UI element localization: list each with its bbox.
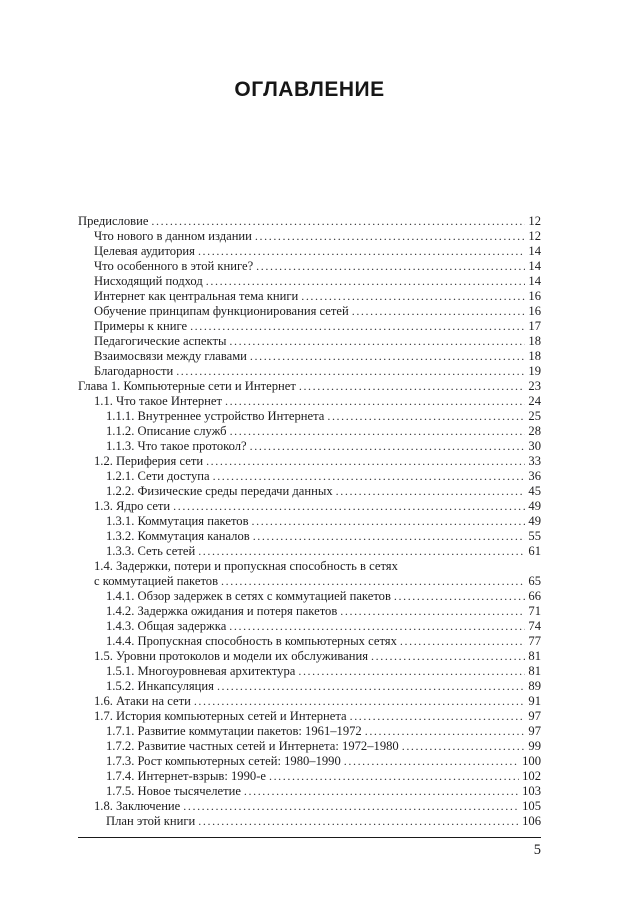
toc-entry — [78, 349, 541, 364]
toc-entry-page: 49 — [528, 499, 541, 513]
toc-entry — [78, 619, 541, 634]
toc-entry — [78, 319, 541, 334]
toc-entry-page: 14 — [528, 274, 541, 288]
toc-entry-label: 1.7. История компьютерных сетей и Интернета — [94, 709, 347, 723]
toc-entry-page: 33 — [528, 454, 541, 468]
toc-entry-page: 81 — [528, 649, 541, 663]
toc-leader-dots — [394, 589, 526, 604]
toc-entry-page: 55 — [528, 529, 541, 543]
toc-entry-page: 23 — [528, 379, 541, 393]
toc-entry — [78, 559, 541, 574]
toc-leader-dots — [183, 799, 519, 814]
toc-entry — [78, 784, 541, 799]
toc-entry — [78, 529, 541, 544]
toc-entry-label: 1.7.5. Новое тысячелетие — [106, 784, 241, 798]
toc-entry-label: 1.4.1. Обзор задержек в сетях с коммутацией пакетов — [106, 589, 391, 603]
toc-entry-label: с коммутацией пакетов — [94, 574, 219, 588]
toc-entry-page: 89 — [528, 679, 541, 693]
toc-entry — [78, 514, 541, 529]
toc-entry-label: Целевая аудитория — [94, 244, 195, 258]
toc-entry — [78, 259, 541, 274]
toc-entry-label: План этой книги — [106, 814, 196, 828]
toc-entry — [78, 694, 541, 709]
toc-list — [78, 214, 541, 829]
toc-entry-label: Примеры к книге — [94, 319, 188, 333]
toc-entry — [78, 409, 541, 424]
toc-leader-dots — [327, 409, 525, 424]
toc-entry-label: 1.5.2. Инкапсуляция — [106, 679, 214, 693]
toc-entry-page: 28 — [528, 424, 541, 438]
footer-divider — [78, 837, 541, 838]
toc-entry-label: 1.2.2. Физические среды передачи данных — [106, 484, 333, 498]
toc-entry-label: 1.7.4. Интернет-взрыв: 1990-е — [106, 769, 266, 783]
toc-leader-dots — [336, 484, 526, 499]
toc-leader-dots — [230, 424, 526, 439]
toc-entry-label: 1.5.1. Многоуровневая архитектура — [106, 664, 296, 678]
toc-leader-dots — [365, 724, 526, 739]
toc-entry-page: 81 — [528, 664, 541, 678]
toc-entry-page: 99 — [528, 739, 541, 753]
toc-entry-page: 19 — [528, 364, 541, 378]
toc-entry — [78, 274, 541, 289]
toc-leader-dots — [256, 259, 525, 274]
toc-entry-label: 1.1. Что такое Интернет — [94, 394, 222, 408]
toc-entry-label: 1.4.3. Общая задержка — [106, 619, 227, 633]
toc-entry-label: 1.1.2. Описание служб — [106, 424, 227, 438]
toc-entry — [78, 634, 541, 649]
toc-entry — [78, 244, 541, 259]
toc-entry-page: 66 — [528, 589, 541, 603]
toc-entry-label: Обучение принципам функционирования сетей — [94, 304, 349, 318]
toc-entry — [78, 664, 541, 679]
toc-entry-label: 1.6. Атаки на сети — [94, 694, 191, 708]
toc-entry-page: 97 — [528, 724, 541, 738]
toc-entry-page: 18 — [528, 334, 541, 348]
toc-entry-page: 97 — [528, 709, 541, 723]
toc-entry — [78, 799, 541, 814]
toc-entry-label: 1.2. Периферия сети — [94, 454, 204, 468]
toc-leader-dots — [253, 529, 526, 544]
toc-leader-dots — [206, 454, 525, 469]
toc-leader-dots — [221, 574, 525, 589]
toc-leader-dots — [252, 514, 526, 529]
toc-entry — [78, 739, 541, 754]
toc-entry-page: 102 — [522, 769, 541, 783]
toc-entry-page: 30 — [528, 439, 541, 453]
toc-entry — [78, 724, 541, 739]
toc-leader-dots — [250, 439, 526, 454]
toc-entry-label: 1.8. Заключение — [94, 799, 181, 813]
toc-entry — [78, 754, 541, 769]
toc-entry — [78, 484, 541, 499]
toc-entry — [78, 304, 541, 319]
toc-entry-label: 1.2.1. Сети доступа — [106, 469, 210, 483]
toc-entry-label: 1.4. Задержки, потери и пропускная способность в сетях — [94, 559, 398, 573]
toc-entry-page: 24 — [528, 394, 541, 408]
toc-entry-page: 61 — [528, 544, 541, 558]
toc-entry-label: 1.3. Ядро сети — [94, 499, 171, 513]
toc-entry — [78, 709, 541, 724]
toc-entry-page: 74 — [528, 619, 541, 633]
toc-leader-dots — [402, 739, 526, 754]
toc-leader-dots — [229, 334, 525, 349]
toc-leader-dots — [225, 394, 525, 409]
toc-entry-label: Нисходящий подход — [94, 274, 203, 288]
toc-leader-dots — [301, 289, 525, 304]
toc-leader-dots — [198, 244, 525, 259]
toc-leader-dots — [255, 229, 525, 244]
toc-entry-label: 1.1.1. Внутреннее устройство Интернета — [106, 409, 325, 423]
toc-leader-dots — [298, 664, 525, 679]
toc-leader-dots — [250, 349, 526, 364]
toc-leader-dots — [206, 274, 526, 289]
toc-leader-dots — [229, 619, 525, 634]
toc-entry-label: 1.7.3. Рост компьютерных сетей: 1980–1990 — [106, 754, 341, 768]
toc-entry-label: Взаимосвязи между главами — [94, 349, 247, 363]
toc-entry-page: 18 — [528, 349, 541, 363]
toc-entry — [78, 289, 541, 304]
toc-entry-label: Предисловие — [78, 214, 149, 228]
toc-entry-label: 1.5. Уровни протоколов и модели их обслуживания — [94, 649, 369, 663]
toc-entry-page: 16 — [528, 289, 541, 303]
toc-entry-page: 25 — [528, 409, 541, 423]
page-title: ОГЛАВЛЕНИЕ — [234, 78, 385, 101]
toc-entry — [78, 679, 541, 694]
toc-leader-dots — [194, 694, 526, 709]
toc-leader-dots — [190, 319, 525, 334]
toc-entry-page: 100 — [522, 754, 541, 768]
toc-entry — [78, 229, 541, 244]
toc-entry-page: 12 — [528, 214, 541, 228]
toc-entry-label: 1.4.4. Пропускная способность в компьютерных сетях — [106, 634, 397, 648]
toc-entry — [78, 649, 541, 664]
toc-entry-label: 1.1.3. Что такое протокол? — [106, 439, 247, 453]
toc-leader-dots — [151, 214, 525, 229]
toc-entry — [78, 499, 541, 514]
toc-entry-label: 1.7.2. Развитие частных сетей и Интернета: 1972–1980 — [106, 739, 399, 753]
toc-entry-page: 12 — [528, 229, 541, 243]
toc-entry-page: 49 — [528, 514, 541, 528]
toc-entry-page: 65 — [528, 574, 541, 588]
toc-leader-dots — [400, 634, 526, 649]
toc-entry-page: 77 — [528, 634, 541, 648]
toc-entry-label: Глава 1. Компьютерные сети и Интернет — [78, 379, 296, 393]
toc-entry — [78, 544, 541, 559]
toc-entry-page: 45 — [528, 484, 541, 498]
toc-entry-page: 105 — [522, 799, 541, 813]
toc-leader-dots — [198, 544, 525, 559]
toc-entry — [78, 589, 541, 604]
toc-leader-dots — [344, 754, 519, 769]
toc-entry-label: 1.3.1. Коммутация пакетов — [106, 514, 249, 528]
toc-leader-dots — [352, 304, 526, 319]
toc-entry-label: 1.3.3. Сеть сетей — [106, 544, 196, 558]
toc-entry-page: 14 — [528, 244, 541, 258]
page-number: 5 — [533, 842, 541, 858]
toc-entry-label: 1.7.1. Развитие коммутации пакетов: 1961–1972 — [106, 724, 362, 738]
toc-leader-dots — [173, 499, 525, 514]
toc-entry-label: Что нового в данном издании — [94, 229, 252, 243]
toc-leader-dots — [176, 364, 525, 379]
toc-entry — [78, 394, 541, 409]
toc-entry-page: 17 — [528, 319, 541, 333]
toc-leader-dots — [213, 469, 526, 484]
toc-entry-label: 1.3.2. Коммутация каналов — [106, 529, 250, 543]
toc-entry-label: 1.4.2. Задержка ожидания и потеря пакетов — [106, 604, 338, 618]
toc-entry-page: 36 — [528, 469, 541, 483]
toc-leader-dots — [269, 769, 519, 784]
toc-leader-dots — [244, 784, 519, 799]
toc-leader-dots — [371, 649, 525, 664]
toc-entry-page: 14 — [528, 259, 541, 273]
toc-entry-page: 91 — [528, 694, 541, 708]
toc-entry-page: 71 — [528, 604, 541, 618]
toc-entry — [78, 334, 541, 349]
toc-leader-dots — [299, 379, 526, 394]
toc-leader-dots — [198, 814, 519, 829]
toc-entry-label: Что особенного в этой книге? — [94, 259, 254, 273]
toc-entry-label: Педагогические аспекты — [94, 334, 227, 348]
toc-entry-label: Благодарности — [94, 364, 174, 378]
toc-leader-dots — [217, 679, 525, 694]
toc-entry — [78, 604, 541, 619]
toc-entry-page: 106 — [522, 814, 541, 828]
toc-entry-page: 16 — [528, 304, 541, 318]
toc-entry — [78, 469, 541, 484]
toc-entry — [78, 364, 541, 379]
toc-entry — [78, 769, 541, 784]
toc-entry — [78, 379, 541, 394]
toc-entry — [78, 574, 541, 589]
toc-entry — [78, 814, 541, 829]
toc-entry-page: 103 — [522, 784, 541, 798]
toc-leader-dots — [350, 709, 526, 724]
toc-leader-dots — [340, 604, 525, 619]
toc-entry — [78, 439, 541, 454]
toc-entry — [78, 454, 541, 469]
toc-entry — [78, 214, 541, 229]
toc-entry-label: Интернет как центральная тема книги — [94, 289, 299, 303]
toc-entry — [78, 424, 541, 439]
